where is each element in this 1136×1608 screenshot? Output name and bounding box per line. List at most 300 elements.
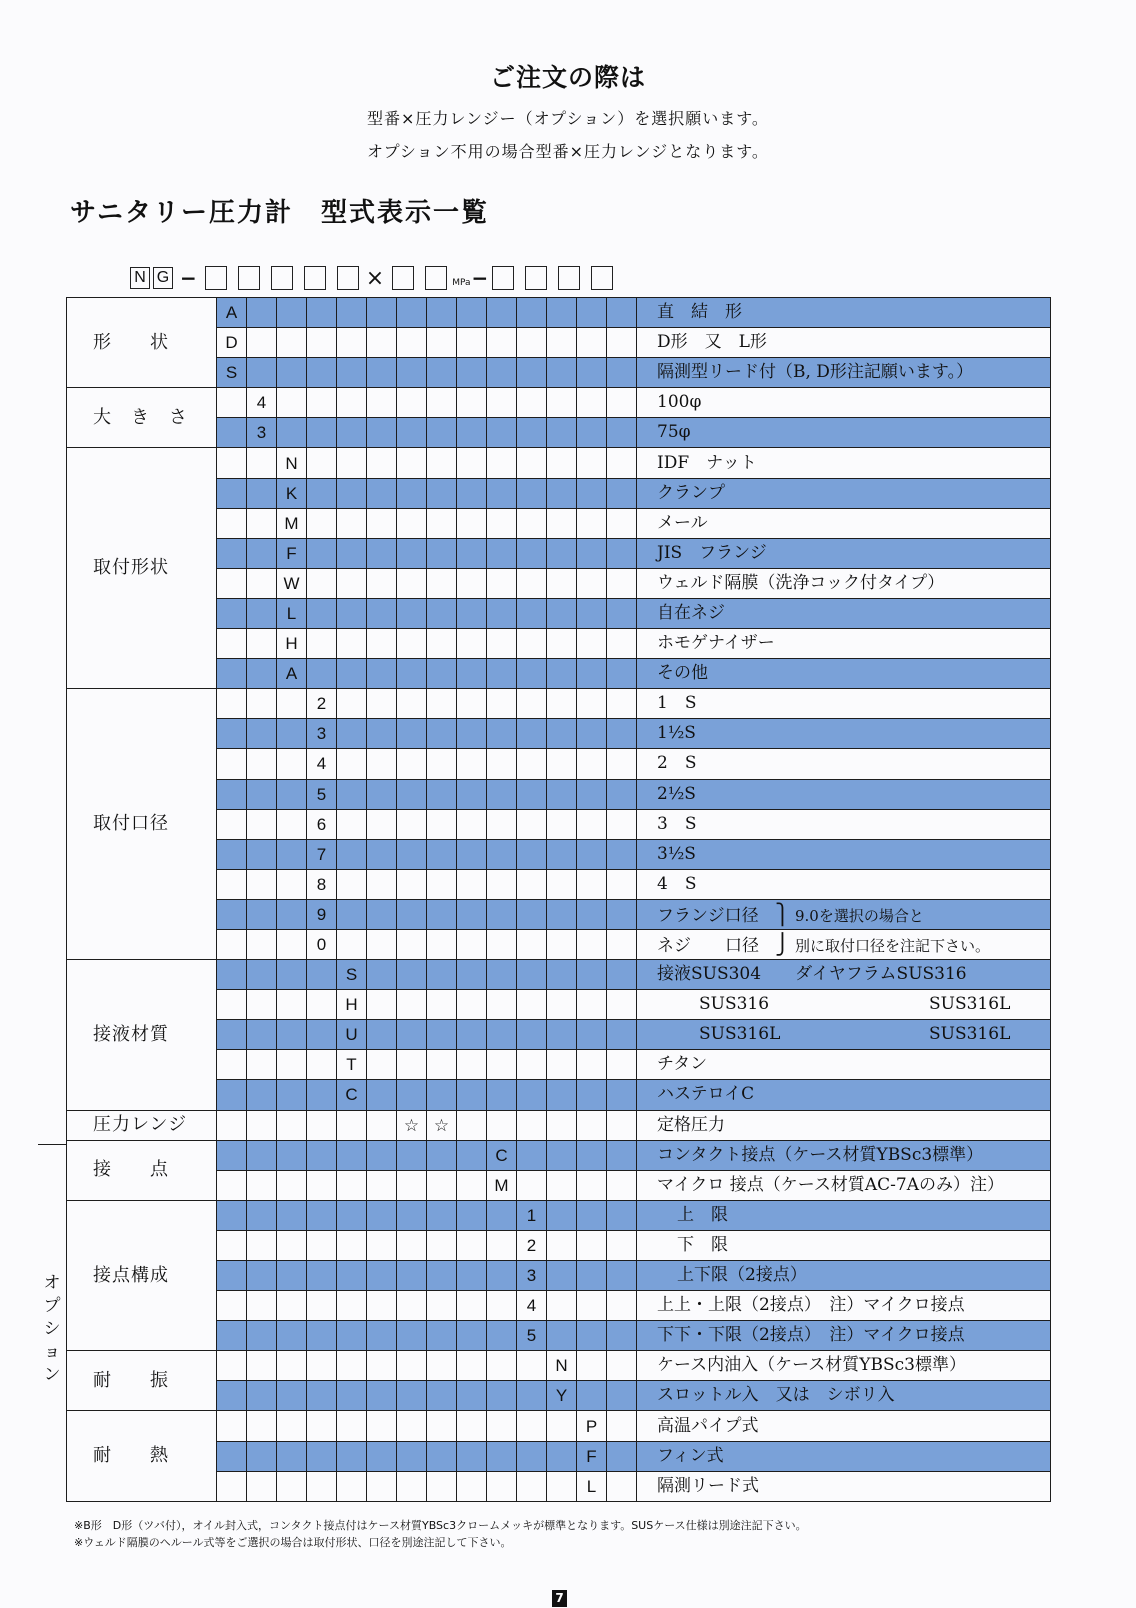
code-cell [397,1411,427,1441]
code-cell [217,659,247,689]
description-cell: 直 結 形 [637,298,1051,328]
code-cell [307,1441,337,1471]
code-cell [577,929,607,959]
code-cell [397,1170,427,1200]
code-cell [307,1170,337,1200]
code-cell [217,809,247,839]
code-cell [277,719,307,749]
code-cell [457,1170,487,1200]
code-cell [367,568,397,598]
code-letter: 2 [517,1230,547,1260]
code-cell [367,689,397,719]
footnotes [74,1517,807,1551]
description-note: 9.0を選択の場合と [795,906,924,925]
code-cell [247,568,277,598]
description-cell: IDF ナット [637,448,1051,478]
code-cell [367,1441,397,1471]
code-cell [547,388,577,418]
code-cell [427,1441,457,1471]
description-text: ネジ 口径 [657,936,759,957]
description-text: SUS316L [699,1024,781,1045]
code-cell [367,990,397,1020]
code-cell [337,1200,367,1230]
code-cell [457,1080,487,1110]
code-cell [307,659,337,689]
code-cell [427,1321,457,1351]
code-cell [397,538,427,568]
code-cell [307,1110,337,1140]
code-cell [217,1411,247,1441]
code-cell [307,1411,337,1441]
code-cell [397,899,427,929]
code-cell [367,598,397,628]
category-label: 取付口径 [67,689,217,960]
code-cell [487,478,517,508]
code-letter: S [337,960,367,990]
code-letter: P [577,1411,607,1441]
code-cell [577,328,607,358]
code-cell [277,1411,307,1441]
code-cell [487,689,517,719]
description-cell: 75φ [637,418,1051,448]
code-cell [487,508,517,538]
code-cell [457,418,487,448]
code-cell [547,749,577,779]
code-cell [577,839,607,869]
code-cell [487,1261,517,1291]
category-label: 大 き さ [67,388,217,448]
code-cell [277,1050,307,1080]
code-cell [577,869,607,899]
code-cell [577,1230,607,1260]
code-cell [397,809,427,839]
code-cell [457,1321,487,1351]
option-label: オプション [43,1273,61,1385]
code-cell [547,1411,577,1441]
code-cell [247,1080,277,1110]
code-cell [367,1170,397,1200]
code-cell [427,1230,457,1260]
code-cell [367,388,397,418]
code-cell [457,659,487,689]
code-cell [547,358,577,388]
code-cell [277,869,307,899]
model-letter-g: G [153,267,173,289]
code-cell [277,1230,307,1260]
code-cell [427,598,457,628]
code-cell [427,328,457,358]
code-box-mount [271,266,293,290]
code-cell [547,629,577,659]
code-cell [577,358,607,388]
code-cell [277,749,307,779]
code-cell [247,298,277,328]
code-cell [547,839,577,869]
code-cell [337,508,367,538]
code-cell [307,478,337,508]
code-letter: 8 [307,869,337,899]
code-cell [427,388,457,418]
code-cell [577,1351,607,1381]
code-cell [607,1140,637,1170]
description-cell: 1 S [637,689,1051,719]
code-cell [367,1080,397,1110]
code-cell [487,1411,517,1441]
description-cell: 下 限 [637,1230,1051,1260]
code-cell [577,538,607,568]
code-cell [307,960,337,990]
code-cell [547,1080,577,1110]
code-cell [487,1381,517,1411]
description-cell: 上 限 [637,1200,1051,1230]
code-cell [607,358,637,388]
code-cell [247,1291,277,1321]
spec-row [67,388,1051,418]
code-cell [367,1471,397,1501]
code-cell [277,1261,307,1291]
code-cell [517,298,547,328]
code-cell [367,629,397,659]
code-cell [217,1140,247,1170]
code-cell [517,358,547,388]
code-cell [307,508,337,538]
code-cell [367,659,397,689]
code-cell [487,568,517,598]
code-cell [337,1140,367,1170]
code-cell [367,298,397,328]
code-cell [247,1261,277,1291]
code-cell [397,990,427,1020]
code-cell [277,929,307,959]
description-cell: 4 S [637,869,1051,899]
code-cell [367,899,397,929]
code-cell [397,719,427,749]
code-cell [517,629,547,659]
code-cell [457,1020,487,1050]
code-cell [427,659,457,689]
code-cell [217,990,247,1020]
code-cell [307,1381,337,1411]
code-cell [487,929,517,959]
code-letter: 9 [307,899,337,929]
code-letter: S [217,358,247,388]
code-letter: C [337,1080,367,1110]
code-cell [427,779,457,809]
code-cell [457,899,487,929]
model-separator: − [180,266,197,290]
code-cell [247,448,277,478]
code-cell [277,990,307,1020]
code-cell [457,929,487,959]
code-cell [607,809,637,839]
code-cell [457,809,487,839]
code-cell [397,1020,427,1050]
code-cell [577,418,607,448]
code-cell [397,1471,427,1501]
code-letter: 4 [247,388,277,418]
code-cell [307,1230,337,1260]
code-cell [247,1050,277,1080]
code-cell [247,598,277,628]
code-cell [457,719,487,749]
code-cell [457,1351,487,1381]
code-cell [517,1020,547,1050]
description-cell: フィン式 [637,1441,1051,1471]
description-note: 別に取付口径を注記下さい。 [795,937,991,956]
times-sign: × [365,265,385,291]
code-cell [577,478,607,508]
code-cell [547,1471,577,1501]
code-cell [607,568,637,598]
code-cell [367,1411,397,1441]
code-cell [577,1110,607,1140]
code-cell [277,418,307,448]
code-cell [247,719,277,749]
code-cell [217,1050,247,1080]
code-cell [367,328,397,358]
code-cell [457,1261,487,1291]
code-cell [217,1261,247,1291]
code-cell [517,1441,547,1471]
code-cell [457,779,487,809]
description-cell: 下下・下限（2接点） 注）マイクロ接点 [637,1321,1051,1351]
code-cell [517,689,547,719]
code-cell [307,298,337,328]
code-cell [307,568,337,598]
code-cell [547,1261,577,1291]
code-cell [247,1411,277,1441]
code-cell [577,448,607,478]
code-cell [217,568,247,598]
code-cell [397,508,427,538]
code-cell [217,689,247,719]
spec-row [67,960,1051,990]
code-cell [307,328,337,358]
code-cell [607,629,637,659]
code-cell [547,448,577,478]
description-cell [637,899,1051,929]
code-cell [397,358,427,388]
code-cell [337,1411,367,1441]
star-mark: ☆ [427,1110,457,1140]
code-cell [457,388,487,418]
code-cell [337,839,367,869]
code-cell [607,1441,637,1471]
code-cell [397,1321,427,1351]
code-cell [607,899,637,929]
code-cell [457,1471,487,1501]
code-letter: 1 [517,1200,547,1230]
code-cell [457,1140,487,1170]
code-cell [367,448,397,478]
code-cell [367,538,397,568]
code-cell [427,1381,457,1411]
code-cell [517,478,547,508]
code-letter: 3 [517,1261,547,1291]
code-cell [397,328,427,358]
code-cell [517,1050,547,1080]
code-cell [607,1351,637,1381]
code-cell [397,298,427,328]
code-cell [517,1381,547,1411]
code-letter: A [277,659,307,689]
code-cell [217,538,247,568]
code-cell [217,1080,247,1110]
page-number: 7 [552,1590,567,1607]
code-cell [217,899,247,929]
code-cell [307,1321,337,1351]
spec-row [67,1110,1051,1140]
code-cell [517,1140,547,1170]
code-letter: M [487,1170,517,1200]
code-cell [337,1291,367,1321]
code-cell [517,719,547,749]
code-cell [277,689,307,719]
code-cell [457,689,487,719]
code-cell [517,1080,547,1110]
code-cell [487,448,517,478]
code-cell [247,538,277,568]
code-cell [607,749,637,779]
code-cell [487,839,517,869]
code-cell [307,1200,337,1230]
code-letter: T [337,1050,367,1080]
code-cell [247,689,277,719]
code-cell [427,990,457,1020]
code-cell [277,358,307,388]
description-cell: 自在ネジ [637,598,1051,628]
code-cell [577,1050,607,1080]
code-cell [247,749,277,779]
description-cell [637,929,1051,959]
code-cell [307,1261,337,1291]
code-cell [307,1291,337,1321]
code-cell [457,508,487,538]
code-cell [397,448,427,478]
code-cell [457,1411,487,1441]
code-cell [547,809,577,839]
code-cell [247,839,277,869]
code-cell [517,1471,547,1501]
code-cell [397,1050,427,1080]
code-cell [247,809,277,839]
code-cell [517,809,547,839]
code-cell [487,1200,517,1230]
code-box-size [238,266,260,290]
code-cell [397,1140,427,1170]
code-cell [547,869,577,899]
code-cell [427,1200,457,1230]
code-letter: 7 [307,839,337,869]
code-cell [247,1441,277,1471]
code-cell [517,899,547,929]
code-cell [577,749,607,779]
code-cell [577,960,607,990]
code-cell [307,388,337,418]
code-cell [367,719,397,749]
code-cell [517,779,547,809]
code-cell [457,298,487,328]
code-cell [277,1080,307,1110]
category-label: 耐 熱 [67,1411,217,1501]
code-cell [337,538,367,568]
code-cell [457,448,487,478]
code-cell [427,1351,457,1381]
code-cell [367,1230,397,1260]
code-cell [217,1381,247,1411]
code-cell [217,1020,247,1050]
page-title: ご注文の際は [489,63,646,92]
code-cell [337,1261,367,1291]
code-cell [397,1291,427,1321]
category-label: 圧力レンジ [67,1110,217,1140]
code-cell [217,478,247,508]
code-cell [397,418,427,448]
code-cell [397,1200,427,1230]
code-cell [487,1020,517,1050]
code-cell [517,538,547,568]
code-cell [247,1471,277,1501]
code-cell [397,478,427,508]
code-cell [517,448,547,478]
code-cell [367,478,397,508]
code-cell [337,1230,367,1260]
code-cell [427,1080,457,1110]
code-cell [427,929,457,959]
code-cell [307,1140,337,1170]
code-cell [547,508,577,538]
code-cell [427,358,457,388]
code-cell [427,1291,457,1321]
code-cell [337,1110,367,1140]
code-cell [427,298,457,328]
code-cell [607,689,637,719]
code-cell [577,659,607,689]
code-cell [367,960,397,990]
code-cell [457,598,487,628]
code-cell [487,598,517,628]
description-cell: ウェルド隔膜（洗浄コック付タイプ） [637,568,1051,598]
code-cell [277,960,307,990]
code-cell [307,598,337,628]
code-cell [217,1321,247,1351]
code-cell [217,598,247,628]
description-cell: D形 又 L形 [637,328,1051,358]
code-cell [217,869,247,899]
code-cell [217,1291,247,1321]
code-cell [277,809,307,839]
code-cell [277,1471,307,1501]
code-cell [487,1230,517,1260]
code-cell [547,328,577,358]
code-cell [337,1381,367,1411]
code-cell [247,1321,277,1351]
code-cell [277,298,307,328]
code-cell [337,1441,367,1471]
code-cell [517,960,547,990]
code-letter: 4 [517,1291,547,1321]
code-cell [397,568,427,598]
code-cell [217,448,247,478]
code-cell [427,899,457,929]
spec-table [66,297,1051,1502]
code-cell [547,1170,577,1200]
code-cell [247,1140,277,1170]
code-cell [337,899,367,929]
code-cell [247,629,277,659]
code-cell [607,1110,637,1140]
code-cell [487,388,517,418]
